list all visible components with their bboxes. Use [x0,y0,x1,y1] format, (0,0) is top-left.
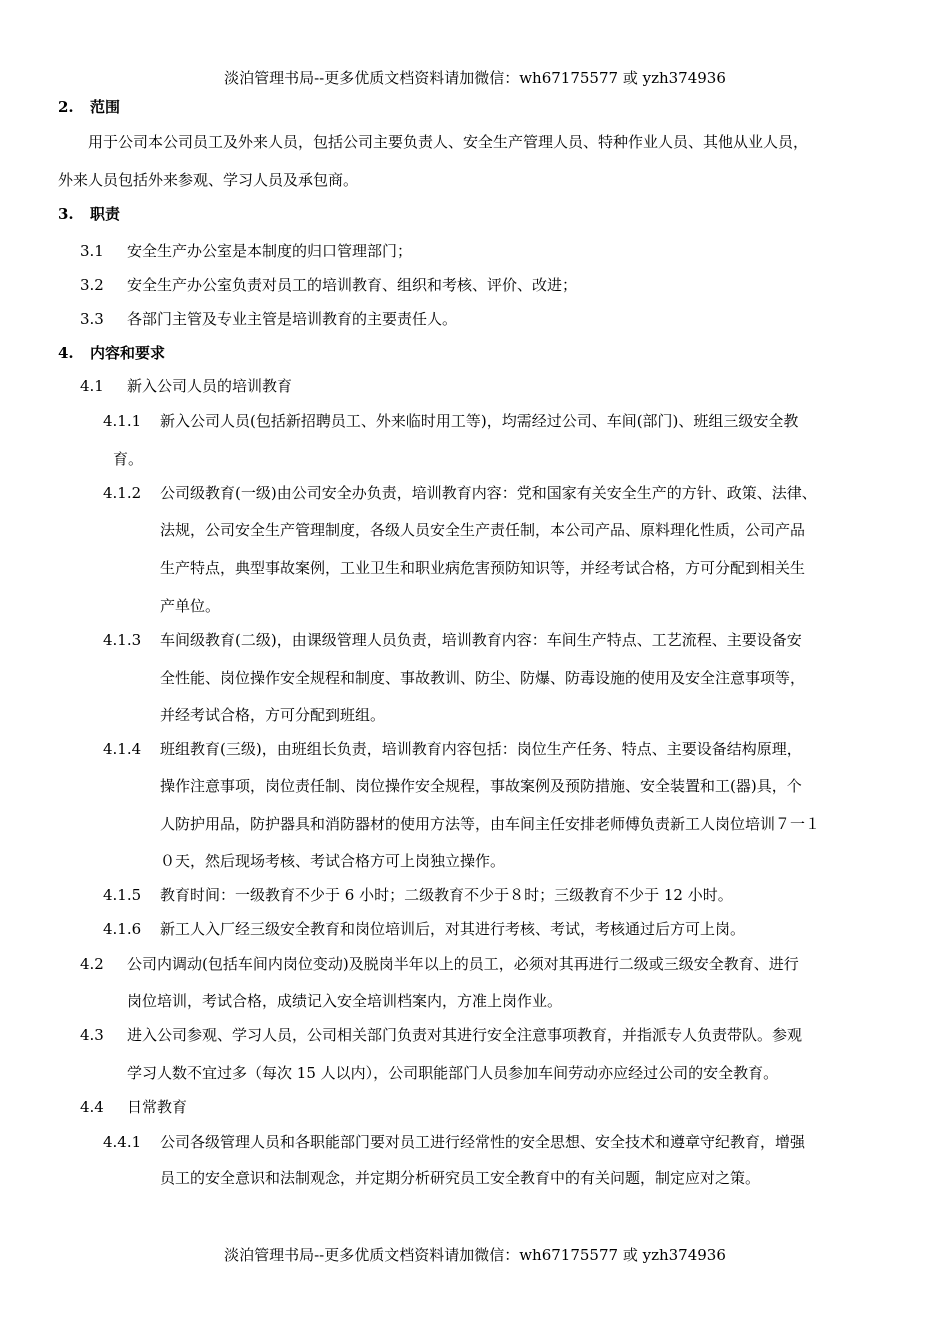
item-4-1-5 [103,885,733,905]
item-4-3-line-2: 学习人数不宜过多（每次 15 人以内），公司职能部门人员参加车间劳动亦应经过公司的安全教育。 [127,1064,779,1082]
item-number: 4.1.6 [103,920,142,938]
item-4-2 [80,954,799,974]
item-text: 安全生产办公室负责对员工的培训教育、组织和考核、评价、改进； [127,276,578,294]
item-4-1-3-line-2: 全性能、岗位操作安全规程和制度、事故教训、防尘、防爆、防毒设施的使用及安全注意事项等， [160,669,806,687]
item-number: 4.1.2 [103,484,142,502]
item-4-4-1-line-2: 员工的安全意识和法制观念，并定期分析研究员工安全教育中的有关问题，制定应对之策。 [160,1169,761,1187]
item-4-4 [80,1097,187,1117]
item-text-line-1: 公司各级管理人员和各职能部门要对员工进行经常性的安全思想、安全技术和遵章守纪教育，增强 [160,1133,806,1151]
section-3-title: 职责 [90,205,121,223]
item-text: 新入公司人员的培训教育 [127,377,293,395]
item-4-3 [80,1025,802,1045]
item-4-1-6 [103,919,745,939]
section-4-number: 4. [58,344,74,362]
item-4-1-2-line-3: 生产特点，典型事故案例，工业卫生和职业病危害预防知识等，并经考试合格，方可分配到相关生 [160,559,806,577]
item-number: 4.1 [80,377,104,395]
item-4-4-1 [103,1132,805,1152]
item-4-1-1 [103,411,798,431]
section-2-title: 范围 [90,98,121,116]
item-4-1-2 [103,483,817,503]
section-2-number: 2. [58,98,74,116]
list-item [80,241,412,261]
list-item [80,309,457,329]
item-number: 4.1.1 [103,412,142,430]
item-text-line-1: 车间级教育(二级)，由课级管理人员负责，培训教育内容：车间生产特点、工艺流程、主要设备安 [160,631,802,649]
item-text: 教育时间：一级教育不少于 6 小时；二级教育不少于８时；三级教育不少于 12 小时。 [160,886,733,904]
item-number: 4.1.4 [103,740,142,758]
item-4-1-3 [103,630,802,650]
item-text-line-1: 公司级教育(一级)由公司安全办负责，培训教育内容：党和国家有关安全生产的方针、政策、法律、 [160,484,817,502]
item-text: 各部门主管及专业主管是培训教育的主要责任人。 [127,310,458,328]
item-4-2-line-2: 岗位培训，考试合格，成绩记入安全培训档案内，方准上岗作业。 [127,992,563,1010]
item-4-1-2-line-4: 产单位。 [160,597,221,615]
item-4-1-4-line-2: 操作注意事项，岗位责任制、岗位操作安全规程，事故案例及预防措施、安全装置和工(器)具，个 [160,777,802,795]
item-number: 3.2 [80,276,104,294]
section-2-paragraph-line-2: 外来人员包括外来参观、学习人员及承包商。 [58,171,359,189]
item-number: 4.2 [80,955,104,973]
section-3-heading [58,204,120,224]
section-2-paragraph-line-1: 用于公司本公司员工及外来人员，包括公司主要负责人、安全生产管理人员、特种作业人员、其他从业人员， [88,133,809,151]
item-text: 安全生产办公室是本制度的归口管理部门； [127,242,413,260]
item-number: 3.1 [80,242,104,260]
section-4-title: 内容和要求 [90,344,166,362]
item-text-line-1: 进入公司参观、学习人员，公司相关部门负责对其进行安全注意事项教育，并指派专人负责带队。参观 [127,1026,803,1044]
item-4-1-4-line-4: ０天，然后现场考核、考试合格方可上岗独立操作。 [160,852,506,870]
section-3-number: 3. [58,205,74,223]
item-text-line-1: 新入公司人员(包括新招聘员工、外来临时用工等)，均需经过公司、车间(部门)、班组三级安全教 [160,412,799,430]
section-2-heading [58,97,120,117]
item-number: 4.1.5 [103,886,142,904]
page-footer: 淡泊管理书局--更多优质文档资料请加微信：wh67175577 或 yzh374936 [224,1246,726,1264]
list-item [80,275,577,295]
item-number: 3.3 [80,310,104,328]
page-header: 淡泊管理书局--更多优质文档资料请加微信：wh67175577 或 yzh374936 [224,69,726,87]
item-number: 4.4 [80,1098,104,1116]
item-4-1-4-line-3: 人防护用品，防护器具和消防器材的使用方法等，由车间主任安排老师傅负责新工人岗位培训７一１ [160,815,821,833]
item-4-1-3-line-3: 并经考试合格，方可分配到班组。 [160,706,386,724]
section-4-heading [58,343,165,363]
item-4-1-1-line-2: 育。 [113,450,144,468]
item-4-1-2-line-2: 法规，公司安全生产管理制度，各级人员安全生产责任制，本公司产品、原料理化性质，公司产品 [160,521,806,539]
item-4-1 [80,376,292,396]
item-text-line-1: 公司内调动(包括车间内岗位变动)及脱岗半年以上的员工，必须对其再进行二级或三级安全教育、进行 [127,955,799,973]
item-text: 新工人入厂经三级安全教育和岗位培训后，对其进行考核、考试，考核通过后方可上岗。 [160,920,746,938]
item-4-1-4 [103,739,802,759]
item-number: 4.3 [80,1026,104,1044]
item-text-line-1: 班组教育(三级)，由班组长负责，培训教育内容包括：岗位生产任务、特点、主要设备结构原理， [160,740,802,758]
item-number: 4.4.1 [103,1133,142,1151]
item-text: 日常教育 [127,1098,188,1116]
item-number: 4.1.3 [103,631,142,649]
